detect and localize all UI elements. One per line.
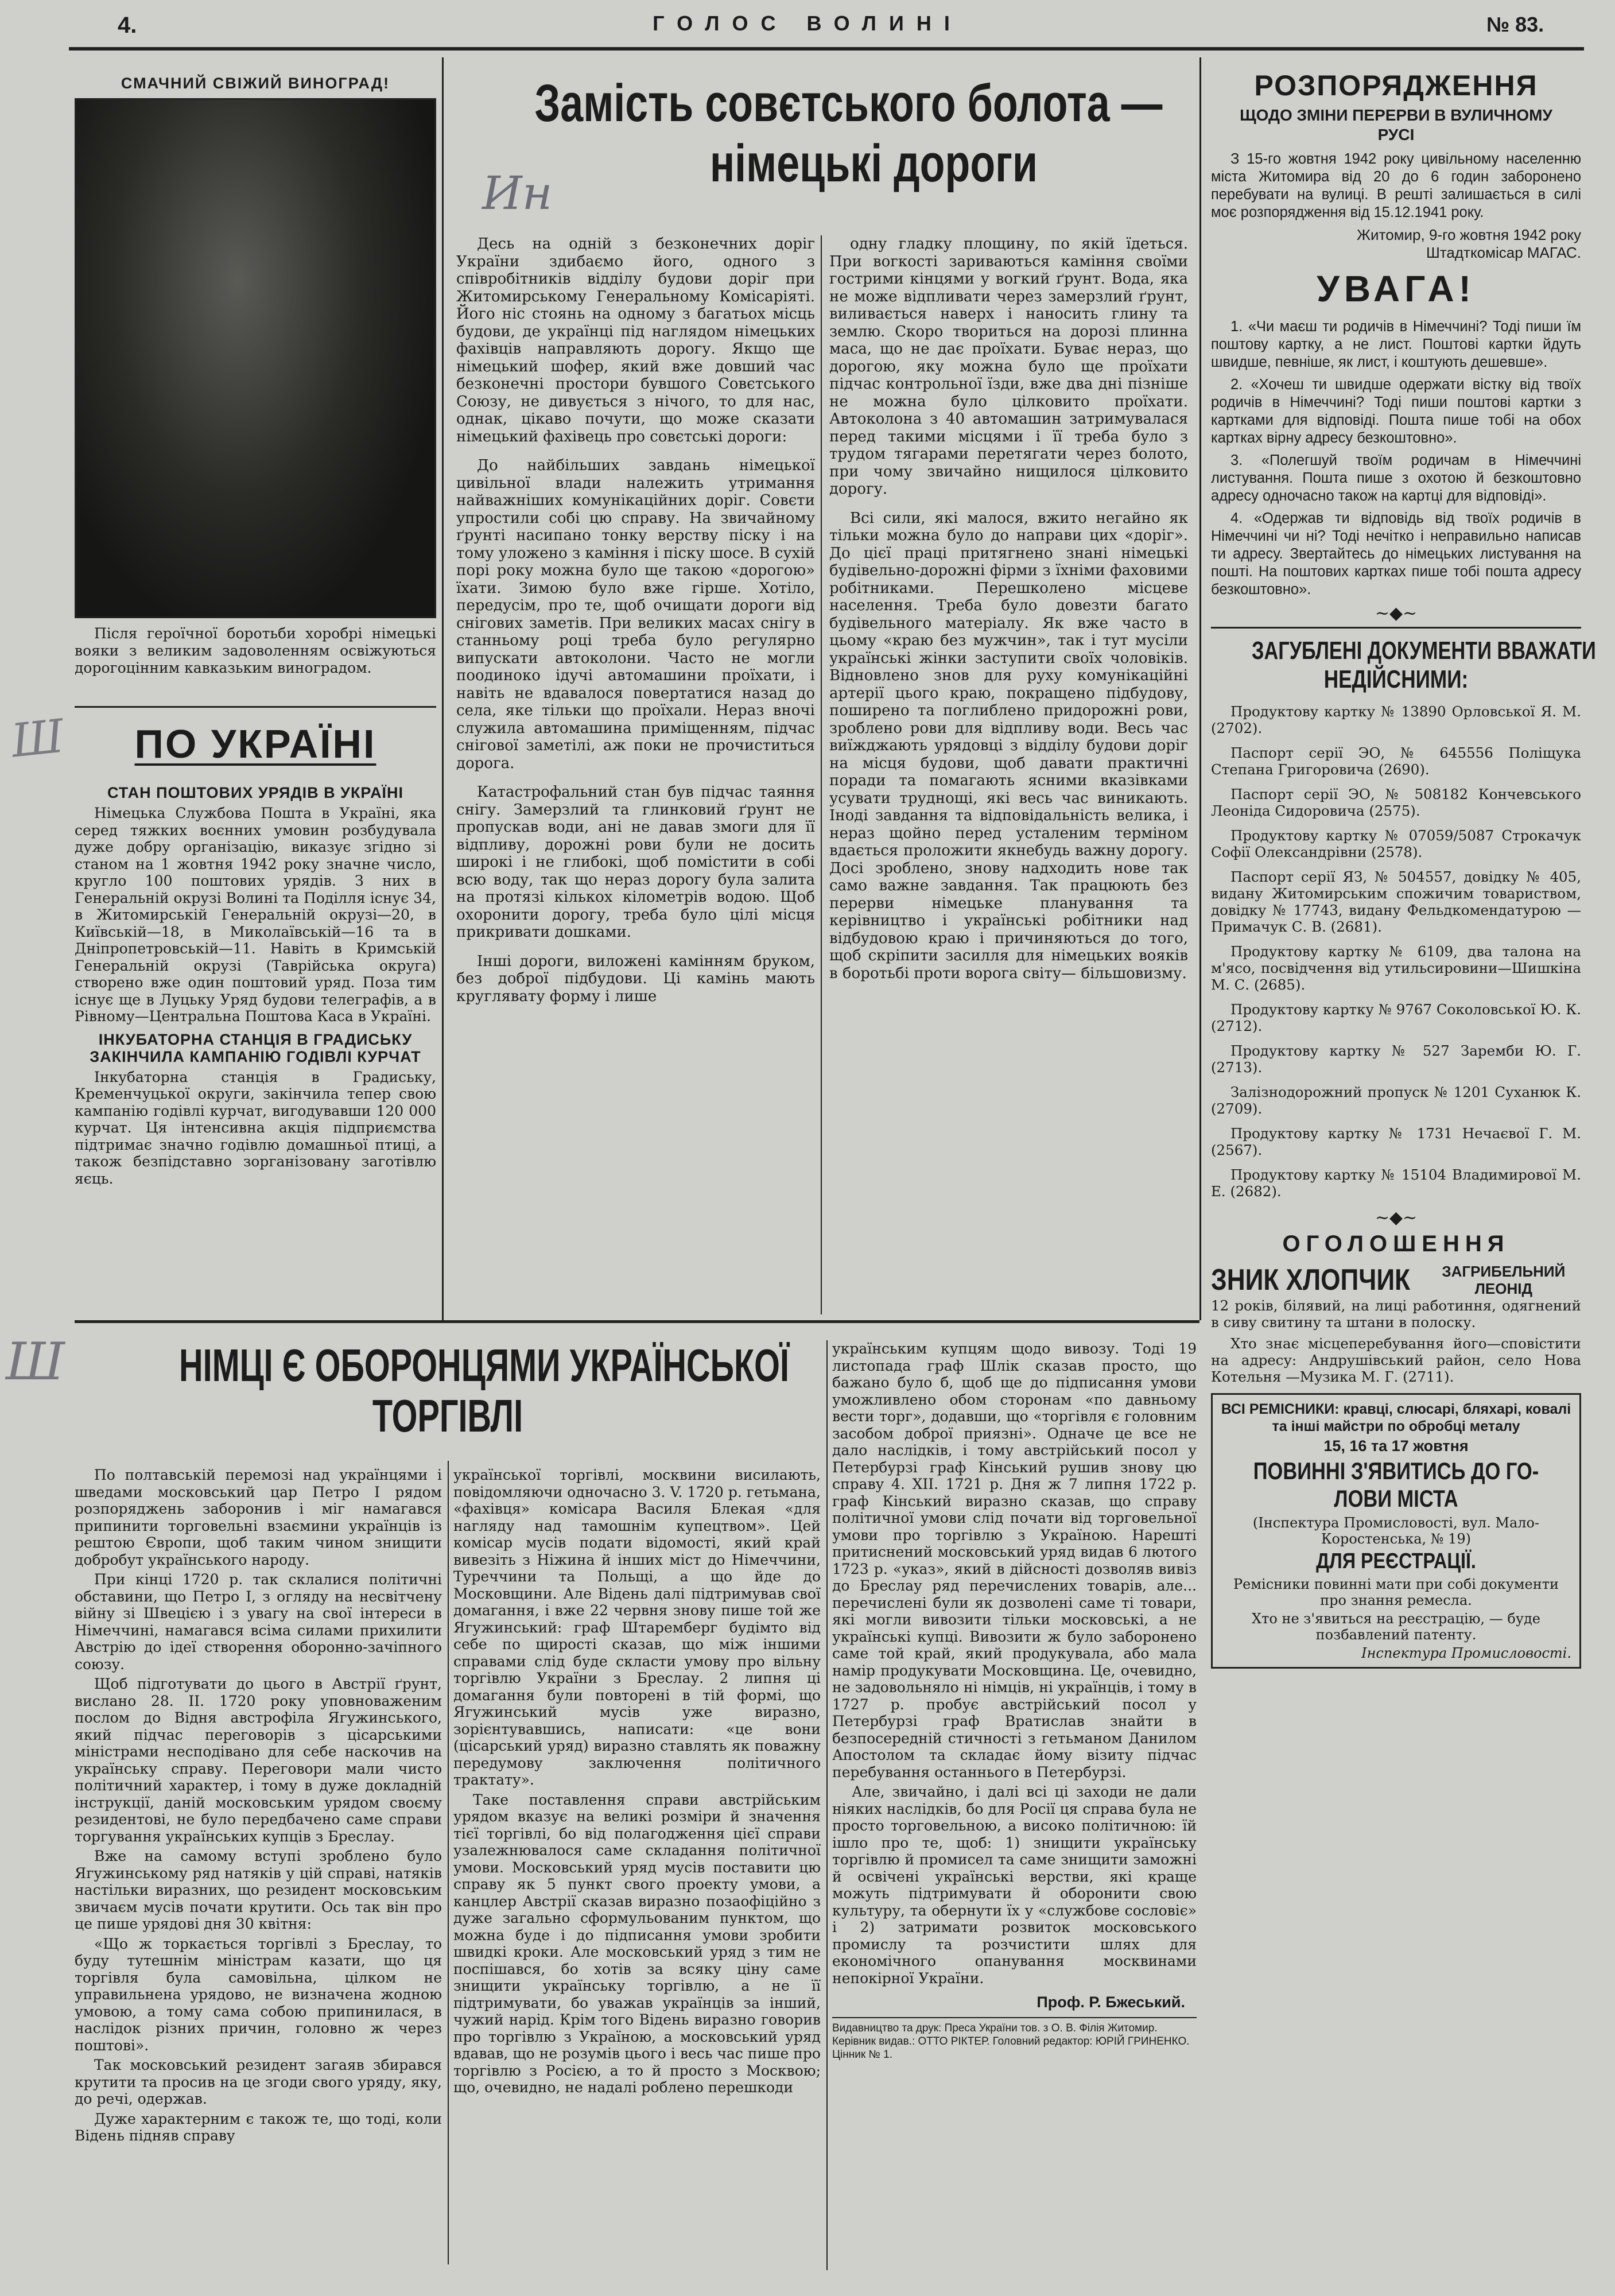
ornament-divider: ~◆~ <box>1375 1208 1418 1228</box>
column-rule <box>448 1461 449 2264</box>
roads-paragraph: Інші дороги, виложені камінням бруком, без доброї підбудови. Ці камінь мають круглявату форму і лише <box>456 952 815 1005</box>
margin-mark: Ш <box>6 1332 65 1392</box>
lost-docs-title-2: НЕДІЙСНИМИ: <box>1323 665 1469 693</box>
handwritten-mark: Ин <box>482 166 553 220</box>
missing-name-1: ЗАГРИБЕЛЬНИЙ <box>1442 1263 1566 1280</box>
column-rule <box>826 1340 828 2270</box>
lost-doc-item: Продуктову картку № 13890 Орловської Я. М. (2702). <box>1211 703 1581 736</box>
photo-caption-top: СМАЧНИЙ СВІЖИЙ ВИНОГРАД! <box>121 75 390 92</box>
craft-text-2: Хто не з'явиться на реєстрацію, — буде позбавлений патенту. <box>1252 1611 1540 1643</box>
craft-notice <box>1211 1393 1581 1669</box>
roads-paragraph: Десь на одній з безконечних доріг України здибаємо його, одного з співробітників відділу будови доріг при Житомирському Генеральному Комісаріяті. Його ніс стоянь на одному з багатьох місць будови, де українці під наглядом німецьких фахівців направляють дорогу. Якщо ще німецький шофер, який вже довший час безконечні простори бувшого Совєтського Союзу, не дивується з нічого, то для нас, однак, цікаво почути, що може сказати німецький фахівець про совєтські дороги: <box>456 235 815 445</box>
uvaha-item: 3. «Полегшуй твоїм родичам в Німеччині листування. Пошта пише з охотою й безкоштовно адресу одночасно також на картці для відповіді». <box>1211 452 1581 504</box>
roads-paragraph: До найбільших завдань німецької цивільної влади належить утримання найважніших комунікаційних доріг. Совєти упростили собі цю справу. На звичайному ґрунті насипано тонку верству піску і на тому уложено з каміння і піску шосе. В сухій порі року можна було ще такою «дорогою» їхати. Зимою було вже гірше. Хотіло, передусім, про те, щоб очищати дороги від снігових заметів. При великих масах снігу в станньому році треба було регулярно випускати автоколони. Часто не могли поодиноко ідучі автомашини проїхати, і навіть не вдавалося повертатися назад до села, яке тільки що проїхали. Нераз вночі служила автомашина приміщенням, підчас снігової заметілі, аж поки не прочиститься дорога. <box>456 457 815 772</box>
ordinance-sign-name: Штадткомісар МАГАС. <box>1426 244 1581 261</box>
germans-paragraph: Дуже характерним є також те, що тоді, коли Відень підняв справу <box>75 2110 442 2144</box>
header-rule <box>69 47 1584 51</box>
column-rule <box>1199 57 1201 1320</box>
column-rule <box>442 57 444 1320</box>
lost-doc-item: Продуктову картку № 527 Заремби Ю. Г. (2713). <box>1211 1042 1581 1076</box>
roads-article <box>453 63 1191 1320</box>
column-rule <box>821 235 822 1314</box>
photo-caption: Після героїчної боротьби хоробрі німецькі вояки з великим задоволенням освіжуються дорогоцінним кавказьким виноградом. <box>75 625 436 676</box>
section-rule <box>1211 627 1581 629</box>
craft-registration: ДЛЯ РЕЄСТРАЦІЇ. <box>1316 1549 1476 1573</box>
germans-paragraph: Таке поставлення справи австрійським урядом вказує на великі розміри й значення тієї торгівлі, бо від полагодження цієї справи узалежнювалося саме складання політичної умови. Московський уряд мусів поставити цю справу як 5 пункт свого проекту умови, а канцлер Австрії сказав виразно позаофіційно з дуже загально сформульованим пунктом, що можна буде і до підписання умови зробити швидкі кроки. Але московський уряд з тим не поспішався, бо хотів за всяку ціну саме знищити українську торгівлю, а не її підтримувати, бо уважав українців за інший, чужий нарід. Крім того Відень виразно говорив про торгівлю з Україною, а московський уряд вдавав, що не розумів цього і весь час пише про торгівлю з Росією, а то й просто з Москвою; що, очевидно, не надалі роблено перешкоди <box>453 1791 821 2096</box>
germans-paragraph: українським купцям щодо вивозу. Тоді 19 листопада граф Шлік сказав просто, що бажано було б, щоб ще до підписання умови уможливлено обом сторонам «по давньому вести торг», додавши, що «торгівля є головним засобом доброї приязні». Одначе це все не дало наслідків, і тому австрійський посол у Петербурзі граф Кінський рушив знову цю справу 4. XII. 1721 р. Дня ж 7 липня 1722 р. граф Кінський виразно сказав, що справу політичної умови слід почати від торговельної умови про торгівлю з Україною. Нарешті притиснений московський уряд видав 6 лютого 1723 р. «указ», який в дійсності дозволяв вивіз до Бреслау ряд перечислених товарів, але... перечислені були як дозволені саме ті товари, які могли вивозити тільки московські, а не українські купці. Вивозити ж було заборонено саме той край, який продукувала, або мала намір продукувати Московщина. Це, очевидно, не задовольняло ні німців, ні українців, і тому в 1727 р. пробує австрійський посол у Петербурзі граф Вратислав знайти в безпосередній стичності з гетьманом Данилом Апостолом та складає йому візиту підчас перебування останнього в Петербурзі. <box>832 1340 1197 1781</box>
uvaha-item: 2. «Хочеш ти швидше одержати вістку від твоїх родичів в Німеччині? Тоді пиши поштові картки з картками для відповіді. Пошта пише тобі на обох картках вірну адресу безкоштовно». <box>1211 377 1581 446</box>
germans-col-1 <box>75 1467 442 2147</box>
lost-doc-item: Залізнодорожний пропуск № 1201 Суханюк К. (2709). <box>1211 1084 1581 1117</box>
author-signature: Проф. Р. Бжеський. <box>1036 1994 1185 2011</box>
lost-doc-item: Продуктову картку № 1731 Нечаєвої Г. М. (2567). <box>1211 1125 1581 1158</box>
germans-title <box>75 1340 821 1441</box>
paper-name: ГОЛОС ВОЛИНІ <box>653 11 962 35</box>
craft-address: (Інспектура Промисловості, вул. Мало-Коростенська, № 19) <box>1252 1515 1540 1547</box>
roads-paragraph: Всі сили, які малося, вжито негайно як тільки можна було до направи цих «доріг». До цієї праці притягнено знані німецькі будівельно-дорожні фірми з їхніми фаховими робітниками. Перешколено місцеве населення. Треба було довезти багато будівельного матеріалу. Як вже часто в цьому «краю без мужчин», так і тут мусіли українські жінки заступити своїх чоловіків. Відновлено знов для руху комунікаційні артерії цього краю, покращено підбудову, поширено та поглиблено придорожні рови, зроблено рови для відпливу води. Весь час виїжджають урядовці з відділу будови доріг на місця будови, щоб давати практичні поради та помагають ясними вказівками усувати труднощі, які весь час виникають. Іноді завдання та відповідальність велика, і нераз щойно перед усталеним терміном вдається проложити якнебудь важну дорогу. Досі зроблено, знову надходить нове так само важне завдання. Так працюють без перерви німецьке планування та керівництво і українські робітники над відбудовою краю і причиняються до того, щоб скріпити засилля для німецьких вояків в боротьбі проти ворога світу— більшовизму. <box>829 509 1188 982</box>
craft-big-2: ЛОВИ МІСТА <box>1334 1485 1458 1512</box>
ordinance-subtitle: ЩОДО ЗМІНИ ПЕРЕРВИ В ВУЛИЧНОМУ РУСІ <box>1240 106 1552 144</box>
germans-paragraph: Але, звичайно, і далі всі ці заходи не дали ніяких наслідків, бо для Росії ця справа була не просто торговельною, а високо політичною: їй ішло про те, щоб: 1) знищити українську торгівлю й промисел та саме знищити заможні й освічені українські верстви, які краще можуть підтримувати й оборонити свою культуру, та обернути їх у «службове сословіє» і 2) затримати розвиток московського промислу та розчистити шлях для економічного опанування москвинами непокірної України. <box>832 1783 1197 1987</box>
craft-big-1: ПОВИННІ З'ЯВИТИСЬ ДО ГО- <box>1253 1457 1539 1484</box>
craft-head: ВСІ РЕМІСНИКИ: кравці, слюсарі, бляхарі, ковалі та інші майстри по обробці металу <box>1221 1401 1571 1434</box>
lost-doc-item: Паспорт серії ЭО, № 645556 Поліщука Степана Григоровича (2690). <box>1211 744 1581 778</box>
roads-paragraph: одну гладку площину, по якій їдеться. При вогкості зариваються каміння своїми гострими кінцями у вогкий ґрунт. Вода, яка не може відпливати через замерзлий ґрунт, виливається наверх і наносить глину та землю. Скоро твориться на дорозі плинна маса, що не дає проїхати. Буває нераз, що дорогою, яку можна було ще проїхати підчас контрольної їзди, вже два дні пізніше не можна було цілковито проїхати. Автоколона з 40 автомашин затримувалася перед такими місцями і її треба було з трудом тягарами перетягати через болото, при чому звичайно нищилося цілковито дорогу. <box>829 235 1188 498</box>
lost-doc-item: Паспорт серії ЯЗ, № 504557, довідку № 405, видану Житомирським спожичим товариством, довідку № 17743, видану Фельдкомендатурою —Примачук С. В. (2681). <box>1211 868 1581 935</box>
ads-title: ОГОЛОШЕННЯ <box>1282 1231 1510 1256</box>
roads-title-2: німецькі дороги <box>709 134 1038 193</box>
germans-paragraph: Вже на самому вступі зроблено було Ягужинському ряд натяків у цій справі, натяків настільки виразних, що резидент московським звичаєм мусів почати крутити. Ось так він про це пише урядові дня 30 квітня: <box>75 1848 442 1932</box>
missing-name-2: ЛЕОНІД <box>1474 1280 1532 1297</box>
germans-title-2: ТОРГІВЛІ <box>372 1390 523 1441</box>
missing-name <box>1442 1263 1565 1297</box>
missing-text-2: Хто знає місцеперебування його—сповістити на адресу: Андрушівський район, село Нова Котельня —Музика М. Г. (2711). <box>1211 1335 1581 1385</box>
missing-title: ЗНИК ХЛОПЧИК <box>1211 1263 1411 1297</box>
lost-docs-title: ЗАГУБЛЕНІ ДОКУМЕНТИ ВВАЖАТИ <box>1251 637 1596 665</box>
ukraine-sub2: ІНКУБАТОРНА СТАНЦІЯ В ГРАДИСЬКУ ЗАКІНЧИЛА КАМПАНІЮ ГОДІВЛІ КУРЧАТ <box>90 1030 421 1065</box>
roads-title-1: Замість совєтського болота — <box>534 74 1163 133</box>
uvaha-item: 1. «Чи маєш ти родичів в Німеччині? Тоді пиши їм поштову картку, а не лист. Поштові картки йдуть швидше, певніше, як лист, і коштують дешевше». <box>1211 319 1581 370</box>
uvaha-title: УВАГА! <box>1317 268 1476 309</box>
germans-paragraph: Щоб підготувати до цього в Австрії ґрунт, вислано 28. ІІ. 1720 року уповноваженим послом до Відня австрофіла Ягужинського, який підчас переговорів з цісарськими міністрами несподівано для себе наскочив на українську справу. Переговори мали чисто політичний характер, і тому в дуже докладній інструкції, даній московським урядом своєму резидентові, не було передбачено саме справи торгування українських купців з Бреслау. <box>75 1676 442 1845</box>
roads-col-2 <box>829 235 1188 986</box>
craft-signature: Інспектура Промисловості. <box>1361 1645 1571 1661</box>
missing-row <box>1211 1263 1581 1297</box>
ordinance-text: З 15-го жовтня 1942 року цивільному населенню міста Житомира від 20 до 6 годин заборонено перебувати на вулиці. В решті залишається в силі моє розпорядження від 15.12.1941 року. <box>1211 151 1581 220</box>
germans-paragraph: Так московський резидент загаяв збирався крутити та просив на це згоди свого уряду, яку, до речі, одержав. <box>75 2057 442 2107</box>
germans-paragraph: «Що ж торкається торгівлі з Бреслау, то буду тутешнім міністрам казати, що ця торгівля була самовільна, цілком не управильнена урядово, не визначена жодною умовою, а тому сама собою припинилася, в наслідок різних причин, головно ж через поштові». <box>75 1935 442 2054</box>
section-rule <box>75 1320 1199 1323</box>
lost-doc-item: Паспорт серії ЭО, № 508182 Кончевського Леоніда Сидоровича (2575). <box>1211 786 1581 819</box>
germans-paragraph: української торгівлі, москвини висилають, повідомляючи одночасно 3. V. 1720 р. гетьмана, «фахівця» комісара Василя Блекая «для нагляду над тамошнім купецтвом». Цей комісар мусів подати відомості, який край вивезіть з Ніжина й інших міст до Німеччини, Туреччини та Польщі, а що йде до Московщини. Але Відень далі підтримував свої домагання, і вже 22 червня знову пише той же Ягужинський: граф Штаремберг будімто від себе по щирості сказав, що між іншими справами слід буде скласти умову про вільну торгівлю України з Бреслау. 2 липня ці домагання були повторені в тій формі, що Ягужинський мусів уже виразно, зорієнтувавшись, написати: «це вони (цісарський уряд) виразно ставлять як поважну передумову заключення політичного трактату». <box>453 1467 821 1788</box>
ukraine-section <box>75 718 436 1190</box>
ordinance-title: РОЗПОРЯДЖЕННЯ <box>1254 69 1538 102</box>
imprint-rule <box>832 2017 1197 2018</box>
germans-col-2 <box>453 1467 821 2099</box>
page-number: 4. <box>118 13 137 38</box>
uvaha-item: 4. «Одержав ти відповідь від твоїх родичів в Німеччині чи ні? Тоді нечітко і неправильно написав ти адресу. Звертайтесь до німецьких листування на пошті. На поштових картках пише тобі пошта адресу безкоштовно». <box>1211 510 1581 598</box>
germans-paragraph: При кінці 1720 р. так склалися політичні обставини, що Петро І, з огляду на несвітчену війну зі Швецією і з увагу на свої інтереси в Німеччині, намагався всіма силами прихилити Австрію до ідеї створення оборонно-зачіпного союзу. <box>75 1571 442 1673</box>
ordinance-sign-date: Житомир, 9-го жовтня 1942 року <box>1357 226 1581 243</box>
sidebar <box>1211 69 1596 1669</box>
missing-text: 12 років, білявий, на лиці работиння, одягнений в сиву свитину та штани в полоску. <box>1211 1297 1581 1331</box>
craft-dates: 15, 16 та 17 жовтня <box>1323 1437 1469 1455</box>
roads-col-1 <box>456 235 815 1009</box>
germans-col-3 <box>832 1340 1197 2061</box>
soldier-photo <box>75 98 436 618</box>
germans-paragraph: По полтавській перемозі над українцями і шведами московський цар Петро І рядом розпоряджень заборонив і міг намагався припинити торговельні взаємини українців із рештою Європи, щоб таким чином знищити добробут українського народу. <box>75 1467 442 1568</box>
issue-number: № 83. <box>1486 13 1544 36</box>
lost-doc-item: Продуктову картку № 15104 Владимирової М. Е. (2682). <box>1211 1166 1581 1200</box>
ornament-divider: ~◆~ <box>1375 603 1418 623</box>
germans-article <box>75 1329 1199 2270</box>
lost-doc-item: Продуктову картку № 07059/5087 Строкачук Софії Олександрівни (2578). <box>1211 827 1581 860</box>
lost-doc-item: Продуктову картку № 6109, два талона на м'ясо, посвідчення від утильсировини—Шишкіна М. С. (2685). <box>1211 943 1581 993</box>
ukraine-sub1: СТАН ПОШТОВИХ УРЯДІВ В УКРАЇНІ <box>107 784 404 801</box>
germans-title-1: НІМЦІ Є ОБОРОНЦЯМИ УКРАЇНСЬКОЇ <box>178 1340 789 1391</box>
craft-text-1: Ремісники повинні мати при собі документи про знання ремесла. <box>1233 1576 1559 1608</box>
lost-doc-item: Продуктову картку № 9767 Соколовської Ю. К. (2712). <box>1211 1001 1581 1034</box>
roads-paragraph: Катастрофальний стан був підчас таяння снігу. Замерзлий та глинковий ґрунт не пропускав води, ані не давав змоги для її відпливу, дорожні рови були не досить широкі і не глибокі, щоб помістити в собі всю воду, так що нераз дорогу була залита на протязі кількох кілометрів водою. Щоб охоронити дорогу, треба було цілі місця прикривати дошками. <box>456 784 815 941</box>
margin-mark: Ш <box>9 709 67 768</box>
ukraine-heading: ПО УКРАЇНІ <box>134 722 376 766</box>
ukraine-p2: Інкубаторна станція в Градиську, Кременчуцької округи, закінчила тепер свою кампанію годівлі курчат, вигодувавши 120 000 курчат. Ця інтенсивна акція підприємства підтримає значно годівлю домашньої птиці, а також безпідставно зорганізовану заготівлю яєць. <box>75 1068 436 1187</box>
ukraine-p1: Німецька Службова Пошта в Україні, яка серед тяжких воєнних умовин розбудувала дуже добру організацію, виказує згідно зі станом на 1 жовтня 1942 року значне число, кругло 100 поштових урядів. З них в Генеральній окрузі Волині та Поділля існує 34, в Житомирській Генеральній окрузі—20, в Київській—18, в Миколаївській—16 та в Дніпропетровській—11. Навіть в Кримській Генеральній окрузі (Таврійська округа) створено вже один поштовий уряд. Поза тим існує ще в Луцьку Уряд будови телеграфів, а в Рівному—Центральна Поштова Каса в Україні. <box>75 805 436 1025</box>
photo-rule <box>75 706 436 708</box>
imprint: Видавництво та друк: Преса України тов. з О. В. Філія Житомир. Керівник видав.: ОТТО РІКТЕР. Головний редактор: ЮРІЙ ГРИНЕНКО. Цінник № 1. <box>832 2022 1190 2061</box>
photo-block <box>75 75 436 677</box>
